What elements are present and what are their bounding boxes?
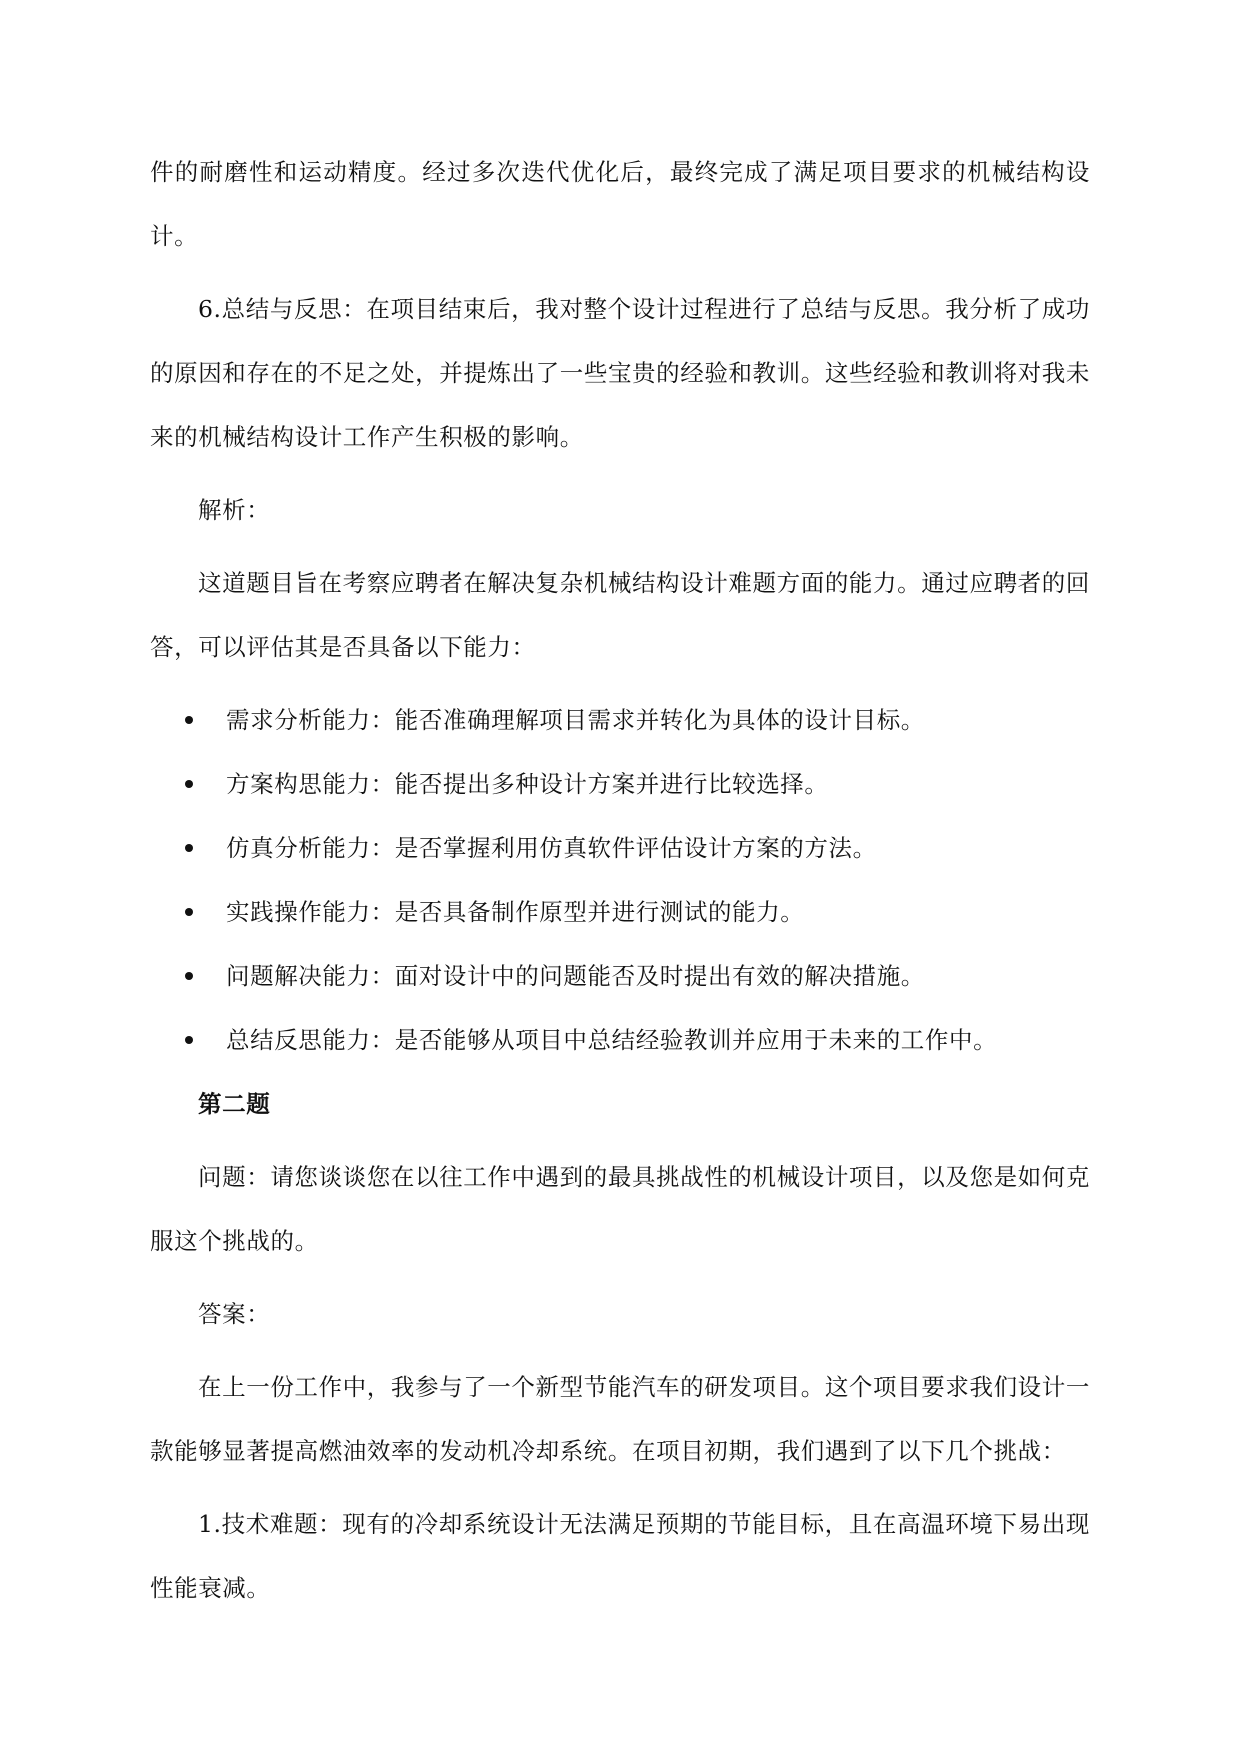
- answer-intro: 在上一份工作中，我参与了一个新型节能汽车的研发项目。这个项目要求我们设计一款能够显著提高燃油效率的发动机冷却系统。在项目初期，我们遇到了以下几个挑战：: [150, 1373, 1090, 1465]
- paragraph-continuation: 件的耐磨性和运动精度。经过多次迭代优化后，最终完成了满足项目要求的机械结构设计。: [150, 158, 1090, 250]
- list-item: [150, 688, 1090, 752]
- question-paragraph: 问题：请您谈谈您在以往工作中遇到的最具挑战性的机械设计项目，以及您是如何克服这个挑战的。: [150, 1163, 1090, 1255]
- bullet-icon: [185, 844, 193, 852]
- bullet-icon: [185, 716, 193, 724]
- bullet-icon: [185, 780, 193, 788]
- list-item: [150, 880, 1090, 944]
- section-heading: 第二题: [198, 1090, 271, 1118]
- document-body: [150, 140, 1090, 1629]
- answer-label: 答案：: [198, 1300, 271, 1328]
- list-item: [150, 816, 1090, 880]
- abilities-list: [150, 688, 1090, 1072]
- challenge-1-paragraph: 1.技术难题：现有的冷却系统设计无法满足预期的节能目标，且在高温环境下易出现性能衰减。: [150, 1510, 1090, 1602]
- paragraph-summary: 6.总结与反思：在项目结束后，我对整个设计过程进行了总结与反思。我分析了成功的原因和存在的不足之处，并提炼出了一些宝贵的经验和教训。这些经验和教训将对我未来的机械结构设计工作产生积极的影响。: [150, 295, 1090, 451]
- list-item-text: 仿真分析能力：是否掌握利用仿真软件评估设计方案的方法。: [226, 834, 877, 862]
- analysis-intro: 这道题目旨在考察应聘者在解决复杂机械结构设计难题方面的能力。通过应聘者的回答，可以评估其是否具备以下能力：: [150, 569, 1090, 661]
- list-item-text: 需求分析能力：能否准确理解项目需求并转化为具体的设计目标。: [226, 706, 925, 734]
- list-item: [150, 944, 1090, 1008]
- analysis-label: 解析：: [198, 496, 271, 524]
- list-item: [150, 752, 1090, 816]
- list-item-text: 问题解决能力：面对设计中的问题能否及时提出有效的解决措施。: [226, 962, 925, 990]
- list-item-text: 总结反思能力：是否能够从项目中总结经验教训并应用于未来的工作中。: [226, 1026, 998, 1054]
- bullet-icon: [185, 972, 193, 980]
- list-item-text: 实践操作能力：是否具备制作原型并进行测试的能力。: [226, 898, 805, 926]
- bullet-icon: [185, 1036, 193, 1044]
- list-item: [150, 1008, 1090, 1072]
- bullet-icon: [185, 908, 193, 916]
- list-item-text: 方案构思能力：能否提出多种设计方案并进行比较选择。: [226, 770, 829, 798]
